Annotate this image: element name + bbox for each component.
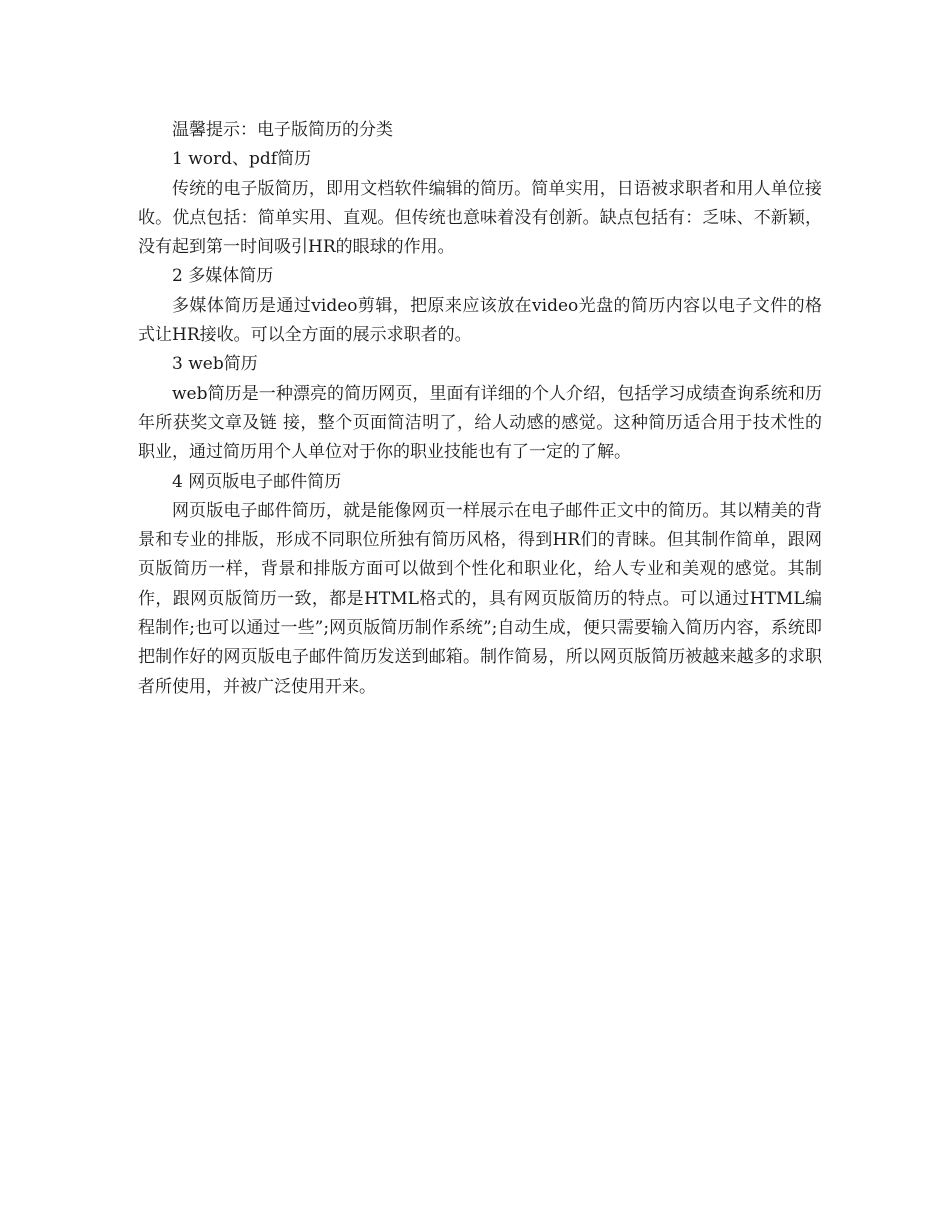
section-heading-multimedia: 2 多媒体简历 <box>172 266 274 287</box>
section-heading-word-pdf: 1 word、pdf简历 <box>172 149 312 170</box>
paragraph-word-pdf: 传统的电子版简历，即用文档软件编辑的简历。简单实用，日语被求职者和用人单位接收。优点包括：简单实用、直观。但传统也意味着没有创新。缺点包括有：乏味、不新颖，没有起到第一时间吸引HR的眼球的作用。 <box>138 178 822 258</box>
document-body <box>138 116 822 702</box>
paragraph-web: web简历是一种漂亮的简历网页，里面有详细的个人介绍，包括学习成绩查询系统和历年所获奖文章及链 接，整个页面简洁明了，给人动感的感觉。这种简历适合用于技术性的职业，通过简历用个人单位对于你的职业技能也有了一定的了解。 <box>138 383 822 463</box>
paragraph-email: 网页版电子邮件简历，就是能像网页一样展示在电子邮件正文中的简历。其以精美的背景和专业的排版，形成不同职位所独有简历风格，得到HR们的青睐。但其制作简单，跟网页版简历一样，背景和排版方面可以做到个性化和职业化，给人专业和美观的感觉。其制作，跟网页版简历一致，都是HTML格式的，具有网页版简历的特点。可以通过HTML编程制作;也可以通过一些”;网页版简历制作系统”;自动生成，便只需要输入简历内容，系统即把制作好的网页版电子邮件简历发送到邮箱。制作简易，所以网页版简历被越来越多的求职者所使用，并被广泛使用开来。 <box>138 500 822 697</box>
section-heading-email: 4 网页版电子邮件简历 <box>172 471 342 492</box>
section-heading-web: 3 web简历 <box>172 354 258 375</box>
paragraph-multimedia: 多媒体简历是通过video剪辑，把原来应该放在video光盘的简历内容以电子文件的格式让HR接收。可以全方面的展示求职者的。 <box>138 295 822 346</box>
tip-heading: 温馨提示：电子版简历的分类 <box>172 120 393 140</box>
